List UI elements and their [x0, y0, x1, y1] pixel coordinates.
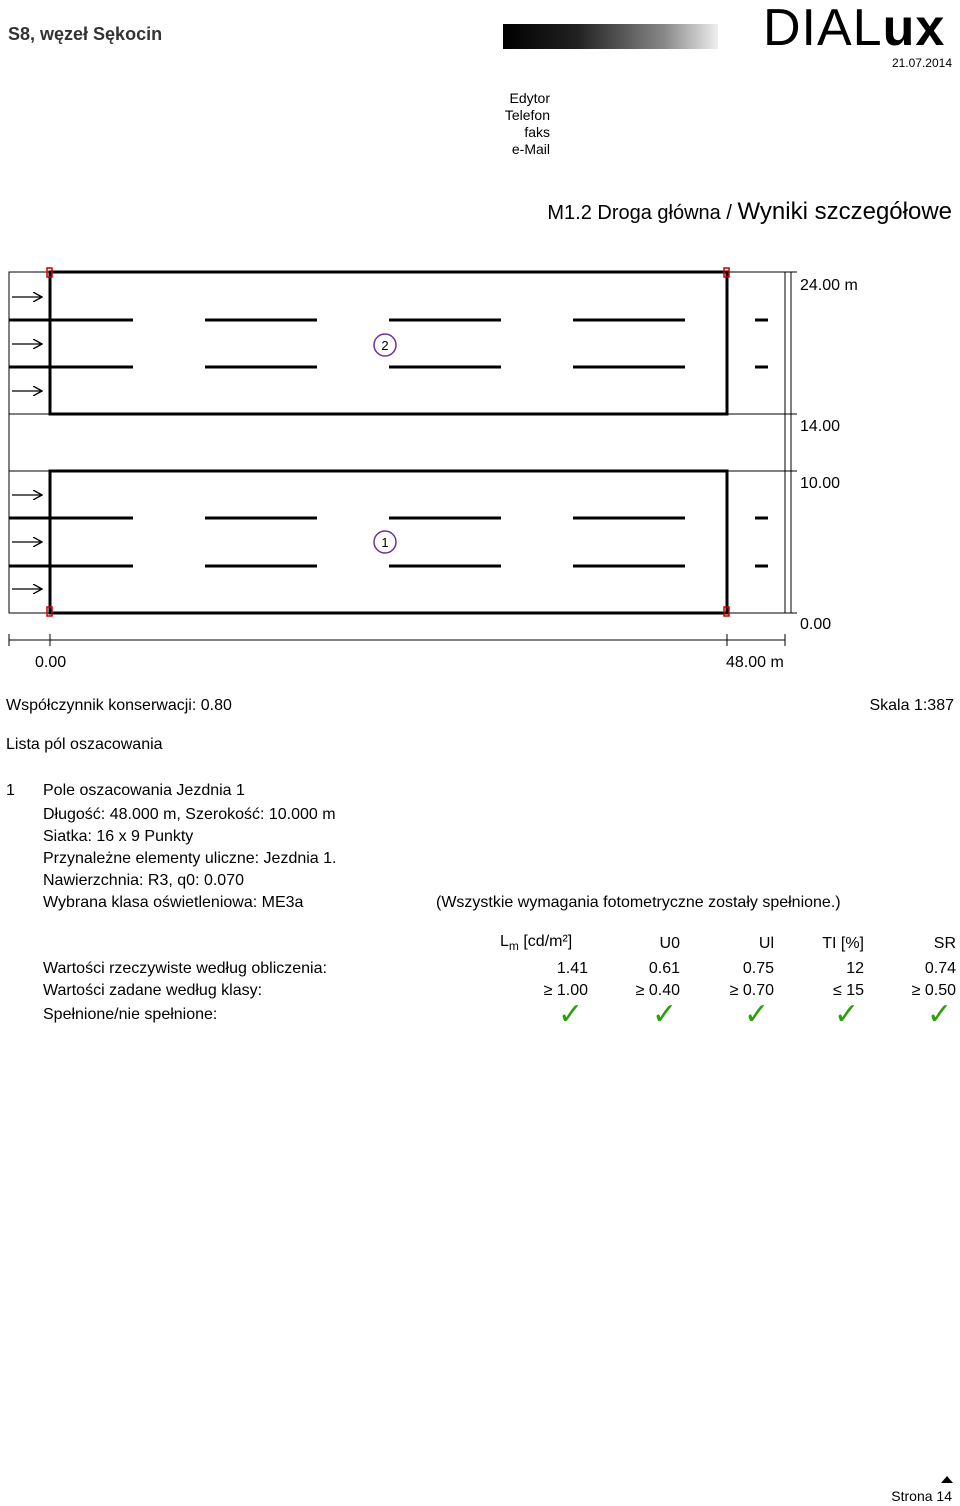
y-label-10: 10.00: [800, 475, 841, 492]
contact-block: [505, 90, 550, 158]
page-up-icon: [940, 1474, 954, 1484]
required-ul: ≥ 0.70: [729, 982, 774, 999]
actual-lm: 1.41: [556, 960, 588, 977]
check-icon-sr: ✓: [927, 998, 953, 1031]
field-number: 1: [6, 782, 15, 799]
field-name: Pole oszacowania Jezdnia 1: [43, 782, 245, 799]
vertical-dimension-labels: [800, 277, 858, 633]
check-icon-lm: ✓: [558, 998, 584, 1031]
contact-email: e-Mail: [511, 141, 550, 157]
requirements-note: (Wszystkie wymagania fotometryczne zostały spełnione.): [436, 894, 841, 911]
horizontal-dimension: [9, 634, 785, 646]
header-u0: U0: [659, 935, 680, 952]
field-street-elements: Przynależne elementy uliczne: Jezdnia 1.: [43, 850, 337, 867]
field-lighting-class: Wybrana klasa oświetleniowa: ME3a: [43, 894, 304, 911]
scale-label: Skala 1:387: [869, 697, 954, 714]
actual-sr: 0.74: [924, 960, 956, 977]
road-plan-drawing: [0, 260, 960, 680]
required-sr: ≥ 0.50: [911, 982, 956, 999]
check-icon-ti: ✓: [834, 998, 860, 1031]
horizontal-dimension-labels: [35, 654, 784, 671]
row-actual-label: Wartości rzeczywiste według obliczenia:: [43, 960, 327, 977]
actual-ti: 12: [846, 960, 864, 977]
contact-editor: Edytor: [509, 90, 550, 106]
row-required-label: Wartości zadane według klasy:: [43, 982, 263, 999]
direction-arrows: [12, 297, 42, 589]
field-surface: Nawierzchnia: R3, q0: 0.070: [43, 872, 244, 889]
y-label-14: 14.00: [800, 418, 841, 435]
y-label-24: 24.00 m: [800, 277, 858, 294]
evaluation-list-title: Lista pól oszacowania: [6, 736, 163, 753]
header-ul: Ul: [758, 935, 774, 952]
field-grid: Siatka: 16 x 9 Punkty: [43, 828, 194, 845]
header-gradient-bar: [503, 24, 718, 49]
project-name: S8, węzeł Sękocin: [8, 24, 163, 44]
vertical-dimension: [785, 272, 797, 613]
report-date: 21.07.2014: [891, 56, 952, 70]
svg-text:1: 1: [381, 535, 389, 550]
field-marker-2: [374, 334, 396, 356]
page-number: Strona 14: [891, 1488, 952, 1504]
contact-phone: Telefon: [504, 107, 550, 123]
required-lm: ≥ 1.00: [543, 982, 588, 999]
x-label-end: 48.00 m: [726, 654, 784, 671]
contact-fax: faks: [524, 124, 550, 140]
header-ti: TI [%]: [822, 935, 864, 952]
actual-u0: 0.61: [648, 960, 680, 977]
y-label-0: 0.00: [800, 616, 832, 633]
svg-text:2: 2: [381, 338, 389, 353]
dialux-logo: [763, 0, 945, 58]
maintenance-factor: Współczynnik konserwacji: 0.80: [6, 697, 232, 714]
actual-ul: 0.75: [742, 960, 774, 977]
page-title: [547, 198, 952, 226]
check-icon-u0: ✓: [652, 998, 678, 1031]
header-lm: $L_m$ [cd/m²]: [500, 933, 573, 954]
x-label-start: 0.00: [35, 654, 67, 671]
field-dimensions: Długość: 48.000 m, Szerokość: 10.000 m: [43, 806, 336, 823]
header-sr: SR: [933, 935, 956, 952]
logo-bold: ux: [882, 0, 946, 57]
field-marker-1: [374, 531, 396, 553]
logo-regular: DIAL: [763, 0, 883, 57]
road-outline: [9, 272, 785, 613]
check-icon-ul: ✓: [744, 998, 770, 1031]
required-ti: ≤ 15: [832, 982, 864, 999]
page-title-main: Wyniki szczegółowe: [737, 198, 952, 225]
required-u0: ≥ 0.40: [635, 982, 680, 999]
row-fulfilled-label: Spełnione/nie spełnione:: [43, 1006, 218, 1023]
page-title-prefix: M1.2 Droga główna /: [547, 202, 738, 224]
